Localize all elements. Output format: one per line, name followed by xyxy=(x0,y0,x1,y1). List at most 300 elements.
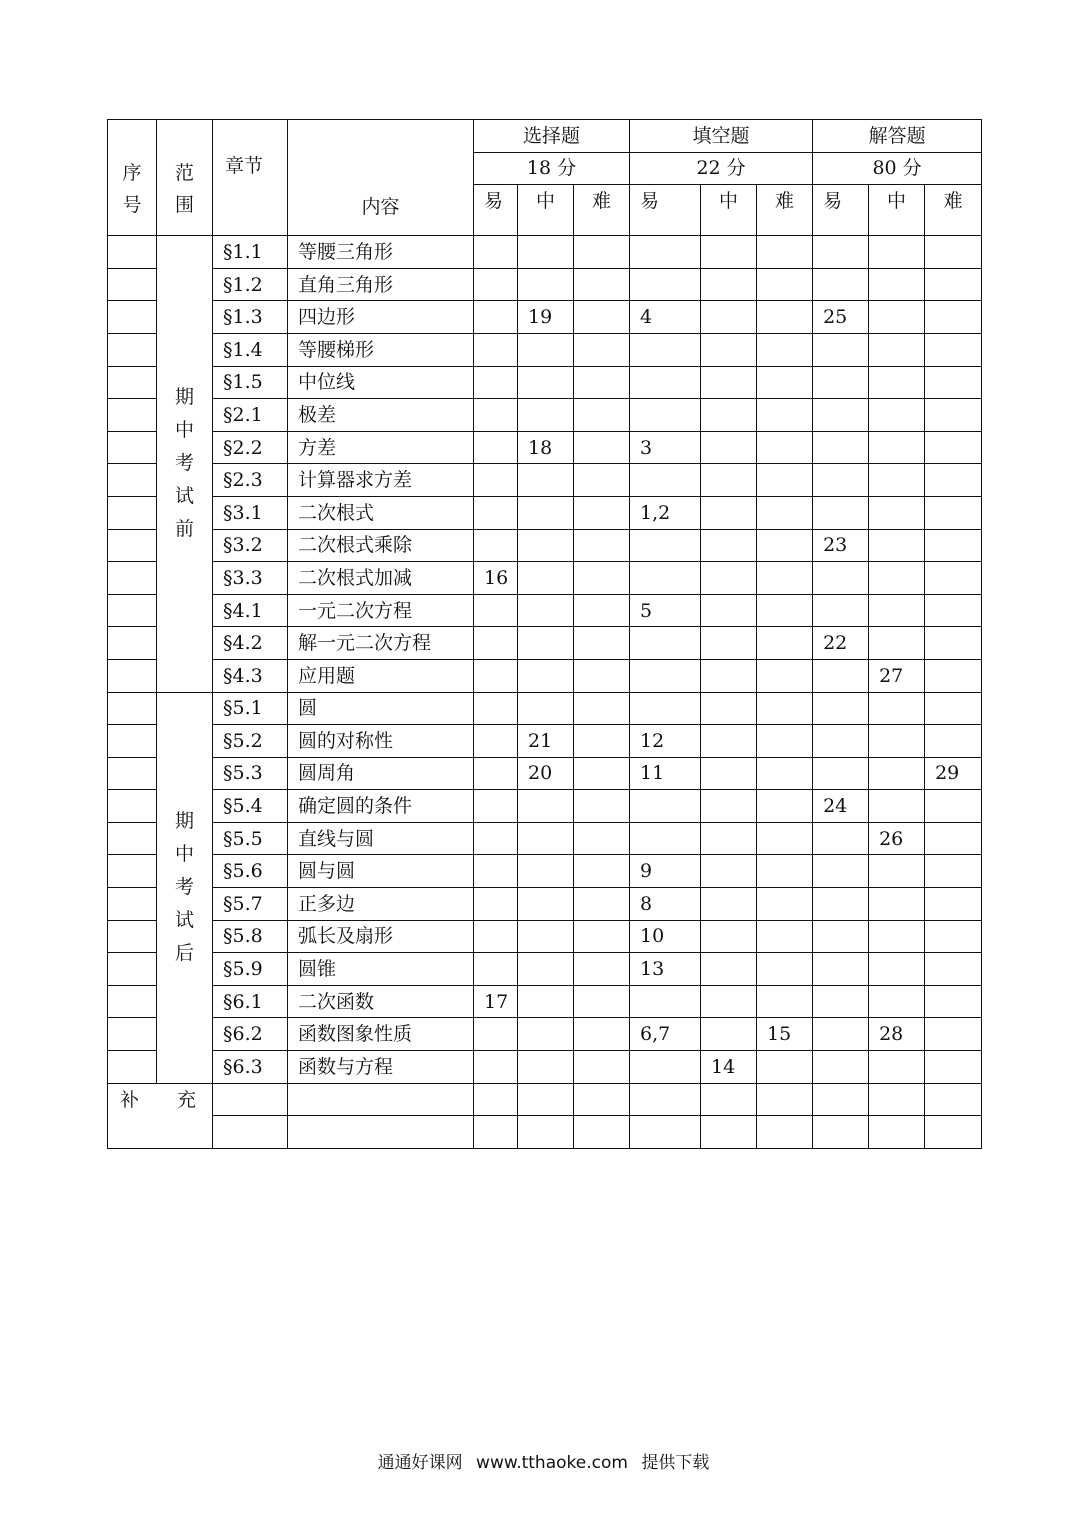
question-number-cell xyxy=(474,855,518,888)
question-number-cell xyxy=(518,627,574,660)
question-number-cell xyxy=(869,692,925,725)
question-number-cell xyxy=(630,366,701,399)
question-number-cell xyxy=(474,1051,518,1084)
question-number-cell xyxy=(574,725,630,758)
chapter-cell: §5.9 xyxy=(213,953,288,986)
question-number-cell xyxy=(701,399,757,432)
chapter-cell: §5.1 xyxy=(213,692,288,725)
question-number-cell xyxy=(701,953,757,986)
question-number-cell xyxy=(925,431,982,464)
question-number-cell xyxy=(869,562,925,595)
question-number-cell xyxy=(813,431,869,464)
question-number-cell xyxy=(757,1051,813,1084)
question-number-cell xyxy=(925,562,982,595)
question-number-cell xyxy=(925,985,982,1018)
question-number-cell xyxy=(574,464,630,497)
question-number-cell xyxy=(474,1083,518,1116)
question-number-cell xyxy=(474,594,518,627)
serial-cell xyxy=(108,366,157,399)
footer-url[interactable]: www.tthaoke.com xyxy=(476,1453,628,1473)
question-number-cell xyxy=(574,268,630,301)
header-points-choice: 18 分 xyxy=(474,152,630,185)
question-number-cell: 27 xyxy=(869,659,925,692)
content-cell: 函数图象性质 xyxy=(288,1018,474,1051)
question-number-cell xyxy=(813,236,869,269)
supplement-row xyxy=(108,1116,982,1149)
question-number-cell xyxy=(574,496,630,529)
question-number-cell xyxy=(701,790,757,823)
question-number-cell xyxy=(518,464,574,497)
question-number-cell xyxy=(630,627,701,660)
question-number-cell xyxy=(574,659,630,692)
content-cell: 二次函数 xyxy=(288,985,474,1018)
header-level: 中 xyxy=(869,185,925,236)
question-number-cell xyxy=(757,268,813,301)
question-number-cell xyxy=(869,790,925,823)
question-number-cell xyxy=(518,1051,574,1084)
table-row xyxy=(108,366,982,399)
question-number-cell xyxy=(474,822,518,855)
question-number-cell xyxy=(925,888,982,921)
question-number-cell xyxy=(518,953,574,986)
question-number-cell xyxy=(474,366,518,399)
question-number-cell xyxy=(630,236,701,269)
question-number-cell xyxy=(701,268,757,301)
serial-cell xyxy=(108,822,157,855)
question-number-cell xyxy=(574,985,630,1018)
question-number-cell xyxy=(518,659,574,692)
question-number-cell xyxy=(925,627,982,660)
question-number-cell xyxy=(757,594,813,627)
question-number-cell xyxy=(869,333,925,366)
question-number-cell xyxy=(474,301,518,334)
question-number-cell xyxy=(925,822,982,855)
question-number-cell xyxy=(813,855,869,888)
content-cell: 极差 xyxy=(288,399,474,432)
question-number-cell xyxy=(701,692,757,725)
table-row xyxy=(108,1051,982,1084)
question-number-cell xyxy=(925,496,982,529)
question-number-cell xyxy=(813,496,869,529)
table-row xyxy=(108,725,982,758)
question-number-cell xyxy=(925,725,982,758)
question-number-cell xyxy=(757,399,813,432)
header-group-answer: 解答题 xyxy=(813,120,982,153)
table-row xyxy=(108,985,982,1018)
question-number-cell xyxy=(925,659,982,692)
serial-cell xyxy=(108,431,157,464)
question-number-cell xyxy=(574,790,630,823)
question-number-cell xyxy=(813,725,869,758)
question-number-cell xyxy=(757,659,813,692)
serial-cell xyxy=(108,562,157,595)
content-cell: 圆周角 xyxy=(288,757,474,790)
content-cell: 二次根式 xyxy=(288,496,474,529)
header-level: 易 xyxy=(474,185,518,236)
content-cell: 解一元二次方程 xyxy=(288,627,474,660)
question-number-cell xyxy=(574,562,630,595)
question-number-cell xyxy=(630,659,701,692)
question-number-cell xyxy=(630,985,701,1018)
question-number-cell xyxy=(574,757,630,790)
question-number-cell xyxy=(630,399,701,432)
content-cell: 一元二次方程 xyxy=(288,594,474,627)
question-number-cell xyxy=(813,562,869,595)
content-cell: 圆与圆 xyxy=(288,855,474,888)
question-number-cell xyxy=(925,920,982,953)
table-row xyxy=(108,399,982,432)
serial-cell xyxy=(108,953,157,986)
question-number-cell xyxy=(813,399,869,432)
question-number-cell xyxy=(757,822,813,855)
question-number-cell: 26 xyxy=(869,822,925,855)
table-row xyxy=(108,333,982,366)
question-number-cell xyxy=(813,953,869,986)
question-number-cell xyxy=(925,1018,982,1051)
serial-cell xyxy=(108,757,157,790)
question-number-cell xyxy=(925,953,982,986)
question-number-cell xyxy=(757,920,813,953)
question-number-cell xyxy=(518,529,574,562)
content-cell xyxy=(288,1116,474,1149)
question-number-cell xyxy=(574,333,630,366)
content-cell: 等腰三角形 xyxy=(288,236,474,269)
question-number-cell xyxy=(869,529,925,562)
question-number-cell xyxy=(925,301,982,334)
content-cell: 方差 xyxy=(288,431,474,464)
question-number-cell xyxy=(474,236,518,269)
chapter-cell: §5.8 xyxy=(213,920,288,953)
question-number-cell xyxy=(869,985,925,1018)
question-number-cell xyxy=(518,1083,574,1116)
content-cell: 函数与方程 xyxy=(288,1051,474,1084)
supplement-row xyxy=(108,1083,982,1116)
header-chapter: 章节 xyxy=(213,120,288,236)
question-number-cell xyxy=(518,790,574,823)
chapter-cell: §2.2 xyxy=(213,431,288,464)
scope-cell xyxy=(157,692,213,1083)
table-row xyxy=(108,855,982,888)
question-number-cell xyxy=(869,236,925,269)
table-header xyxy=(108,120,982,236)
question-number-cell xyxy=(757,236,813,269)
question-number-cell xyxy=(701,985,757,1018)
content-cell: 正多边 xyxy=(288,888,474,921)
chapter-cell xyxy=(213,1116,288,1149)
question-number-cell xyxy=(813,594,869,627)
serial-cell xyxy=(108,496,157,529)
serial-cell xyxy=(108,692,157,725)
question-number-cell xyxy=(757,464,813,497)
chapter-cell: §1.1 xyxy=(213,236,288,269)
chapter-cell: §1.4 xyxy=(213,333,288,366)
question-number-cell xyxy=(813,985,869,1018)
question-number-cell xyxy=(630,1051,701,1084)
header-level: 中 xyxy=(518,185,574,236)
question-number-cell: 16 xyxy=(474,562,518,595)
question-number-cell xyxy=(518,496,574,529)
question-number-cell xyxy=(474,333,518,366)
question-number-cell xyxy=(630,333,701,366)
question-number-cell xyxy=(813,920,869,953)
question-number-cell xyxy=(474,953,518,986)
table-row xyxy=(108,496,982,529)
question-number-cell xyxy=(813,268,869,301)
serial-cell xyxy=(108,529,157,562)
question-number-cell xyxy=(518,692,574,725)
question-number-cell xyxy=(869,366,925,399)
table-row xyxy=(108,1018,982,1051)
question-number-cell: 17 xyxy=(474,985,518,1018)
serial-cell xyxy=(108,1051,157,1084)
question-number-cell xyxy=(474,1116,518,1149)
question-number-cell xyxy=(701,496,757,529)
chapter-cell: §4.3 xyxy=(213,659,288,692)
question-number-cell xyxy=(574,399,630,432)
question-number-cell xyxy=(630,822,701,855)
question-number-cell xyxy=(925,1116,982,1149)
question-number-cell xyxy=(757,1116,813,1149)
table-row xyxy=(108,692,982,725)
chapter-cell: §5.6 xyxy=(213,855,288,888)
question-number-cell xyxy=(518,855,574,888)
question-number-cell xyxy=(925,333,982,366)
table-row xyxy=(108,888,982,921)
question-number-cell xyxy=(757,725,813,758)
header-scope: 范围 xyxy=(157,120,213,236)
question-number-cell xyxy=(925,1083,982,1116)
serial-cell xyxy=(108,333,157,366)
question-number-cell: 19 xyxy=(518,301,574,334)
question-number-cell xyxy=(474,464,518,497)
header-group-choice: 选择题 xyxy=(474,120,630,153)
question-number-cell xyxy=(813,1083,869,1116)
question-number-cell xyxy=(630,1083,701,1116)
question-number-cell xyxy=(630,692,701,725)
content-cell: 弧长及扇形 xyxy=(288,920,474,953)
question-number-cell xyxy=(925,692,982,725)
question-number-cell xyxy=(813,464,869,497)
question-number-cell xyxy=(757,333,813,366)
scope-cell xyxy=(157,236,213,692)
question-number-cell xyxy=(574,920,630,953)
question-number-cell xyxy=(813,692,869,725)
question-number-cell xyxy=(701,757,757,790)
question-number-cell xyxy=(869,1051,925,1084)
chapter-cell: §5.7 xyxy=(213,888,288,921)
question-number-cell: 11 xyxy=(630,757,701,790)
content-cell: 四边形 xyxy=(288,301,474,334)
question-number-cell xyxy=(925,529,982,562)
question-number-cell xyxy=(757,562,813,595)
chapter-cell: §1.5 xyxy=(213,366,288,399)
question-number-cell xyxy=(474,268,518,301)
question-number-cell xyxy=(757,627,813,660)
question-number-cell xyxy=(869,953,925,986)
table-row xyxy=(108,659,982,692)
question-number-cell xyxy=(474,529,518,562)
header-level: 难 xyxy=(757,185,813,236)
question-number-cell xyxy=(701,529,757,562)
supplement-label: 补 充 xyxy=(108,1083,213,1148)
chapter-cell: §2.1 xyxy=(213,399,288,432)
question-number-cell xyxy=(701,562,757,595)
header-level: 难 xyxy=(925,185,982,236)
chapter-cell: §3.3 xyxy=(213,562,288,595)
question-number-cell xyxy=(474,496,518,529)
content-cell: 直线与圆 xyxy=(288,822,474,855)
question-number-cell xyxy=(813,1116,869,1149)
question-number-cell xyxy=(474,431,518,464)
question-number-cell xyxy=(701,301,757,334)
question-number-cell xyxy=(701,888,757,921)
question-number-cell xyxy=(869,268,925,301)
table-row xyxy=(108,236,982,269)
question-number-cell xyxy=(701,431,757,464)
question-number-cell xyxy=(630,268,701,301)
chapter-cell: §3.2 xyxy=(213,529,288,562)
serial-cell xyxy=(108,399,157,432)
question-number-cell xyxy=(757,366,813,399)
question-number-cell xyxy=(630,790,701,823)
question-number-cell xyxy=(757,1083,813,1116)
question-number-cell: 12 xyxy=(630,725,701,758)
question-number-cell xyxy=(518,985,574,1018)
footer-site-name: 通通好课网 xyxy=(377,1453,463,1473)
question-number-cell xyxy=(925,855,982,888)
question-number-cell xyxy=(925,268,982,301)
question-number-cell xyxy=(474,920,518,953)
question-number-cell xyxy=(813,888,869,921)
question-number-cell xyxy=(574,855,630,888)
question-number-cell xyxy=(869,431,925,464)
serial-cell xyxy=(108,888,157,921)
question-number-cell xyxy=(574,594,630,627)
content-cell: 确定圆的条件 xyxy=(288,790,474,823)
question-number-cell xyxy=(813,757,869,790)
exam-spec-table xyxy=(107,119,982,1149)
serial-cell xyxy=(108,920,157,953)
header-level: 易 xyxy=(813,185,869,236)
table-row xyxy=(108,822,982,855)
question-number-cell xyxy=(757,431,813,464)
question-number-cell xyxy=(574,366,630,399)
serial-cell xyxy=(108,985,157,1018)
question-number-cell xyxy=(925,399,982,432)
question-number-cell xyxy=(574,301,630,334)
question-number-cell xyxy=(574,1051,630,1084)
table-row xyxy=(108,594,982,627)
serial-cell xyxy=(108,236,157,269)
question-number-cell: 28 xyxy=(869,1018,925,1051)
question-number-cell xyxy=(701,594,757,627)
question-number-cell: 9 xyxy=(630,855,701,888)
question-number-cell xyxy=(518,562,574,595)
question-number-cell xyxy=(757,790,813,823)
chapter-cell: §3.1 xyxy=(213,496,288,529)
question-number-cell xyxy=(574,953,630,986)
question-number-cell xyxy=(701,920,757,953)
question-number-cell xyxy=(757,692,813,725)
header-content: 内容 xyxy=(288,120,474,236)
question-number-cell xyxy=(869,1116,925,1149)
question-number-cell: 1,2 xyxy=(630,496,701,529)
question-number-cell xyxy=(474,1018,518,1051)
question-number-cell xyxy=(869,1083,925,1116)
question-number-cell xyxy=(701,627,757,660)
question-number-cell: 20 xyxy=(518,757,574,790)
question-number-cell xyxy=(757,985,813,1018)
question-number-cell xyxy=(518,822,574,855)
question-number-cell: 21 xyxy=(518,725,574,758)
question-number-cell xyxy=(869,399,925,432)
content-cell: 直角三角形 xyxy=(288,268,474,301)
content-cell xyxy=(288,1083,474,1116)
question-number-cell xyxy=(630,529,701,562)
table-row xyxy=(108,953,982,986)
question-number-cell xyxy=(474,757,518,790)
chapter-cell: §2.3 xyxy=(213,464,288,497)
question-number-cell: 23 xyxy=(813,529,869,562)
chapter-cell xyxy=(213,1083,288,1116)
question-number-cell: 6,7 xyxy=(630,1018,701,1051)
content-cell: 圆的对称性 xyxy=(288,725,474,758)
question-number-cell xyxy=(518,920,574,953)
question-number-cell xyxy=(757,888,813,921)
question-number-cell: 4 xyxy=(630,301,701,334)
question-number-cell xyxy=(574,236,630,269)
question-number-cell xyxy=(757,301,813,334)
serial-cell xyxy=(108,268,157,301)
serial-cell xyxy=(108,855,157,888)
question-number-cell xyxy=(630,1116,701,1149)
table-row xyxy=(108,562,982,595)
scope-label: 期中考试前 xyxy=(174,386,194,541)
question-number-cell xyxy=(701,236,757,269)
table-row xyxy=(108,464,982,497)
question-number-cell xyxy=(869,301,925,334)
question-number-cell xyxy=(574,1083,630,1116)
question-number-cell xyxy=(701,659,757,692)
page-footer xyxy=(0,1448,1087,1473)
question-number-cell xyxy=(574,529,630,562)
question-number-cell xyxy=(869,594,925,627)
chapter-cell: §1.2 xyxy=(213,268,288,301)
question-number-cell xyxy=(813,659,869,692)
question-number-cell xyxy=(925,790,982,823)
question-number-cell: 22 xyxy=(813,627,869,660)
header-points-answer: 80 分 xyxy=(813,152,982,185)
question-number-cell xyxy=(574,1018,630,1051)
question-number-cell xyxy=(518,888,574,921)
serial-cell xyxy=(108,301,157,334)
content-cell: 中位线 xyxy=(288,366,474,399)
question-number-cell xyxy=(630,464,701,497)
question-number-cell: 29 xyxy=(925,757,982,790)
question-number-cell xyxy=(813,1051,869,1084)
table-row xyxy=(108,627,982,660)
table-row xyxy=(108,268,982,301)
question-number-cell xyxy=(518,594,574,627)
question-number-cell: 14 xyxy=(701,1051,757,1084)
content-cell: 圆锥 xyxy=(288,953,474,986)
chapter-cell: §5.4 xyxy=(213,790,288,823)
question-number-cell xyxy=(869,627,925,660)
chapter-cell: §4.1 xyxy=(213,594,288,627)
serial-cell xyxy=(108,790,157,823)
question-number-cell xyxy=(757,496,813,529)
question-number-cell xyxy=(925,236,982,269)
